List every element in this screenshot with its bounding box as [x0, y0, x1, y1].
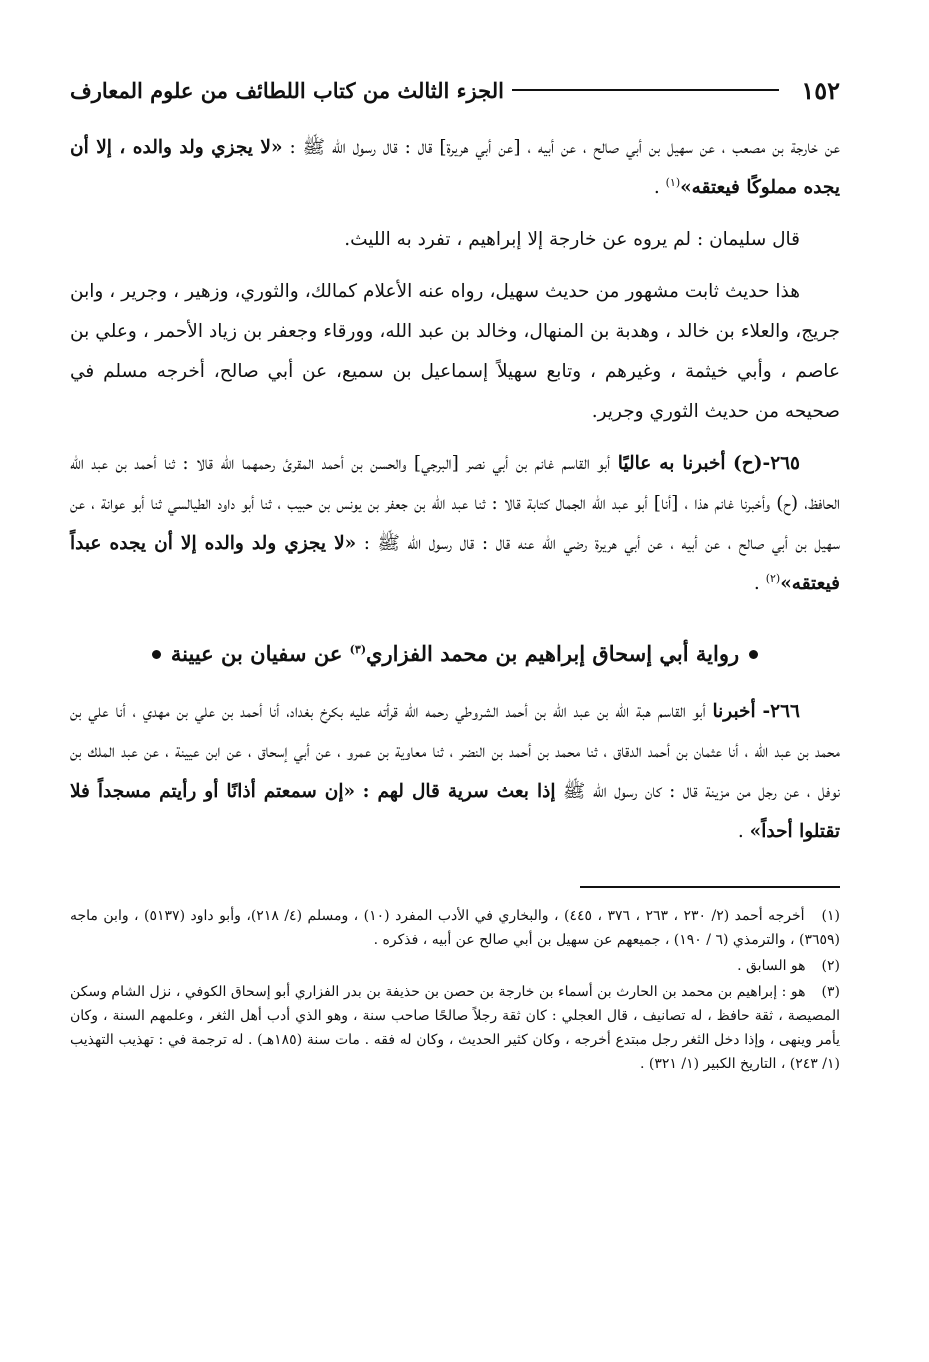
paragraph-4-end: . [753, 573, 760, 594]
footnote-1-number: (١) [821, 908, 841, 924]
paragraph-1-end: . [653, 177, 660, 198]
footnote-ref-2[interactable]: (٢) [765, 571, 781, 585]
footnote-ref-1[interactable]: (١) [665, 175, 681, 189]
footnote-2-number: (٢) [821, 958, 840, 974]
hadith-number-265: ٢٦٥-(ح) [733, 453, 800, 474]
section-heading [70, 634, 840, 674]
footnote-2 [70, 954, 840, 978]
paragraph-5-bold: إذا بعث سرية قال لهم : [362, 781, 556, 802]
paragraph-5-lead: أخبرنا [712, 701, 756, 722]
footnote-3 [70, 980, 840, 1076]
paragraph-1 [70, 128, 840, 208]
paragraph-4-lead: أخبرنا به عاليًا [617, 453, 726, 474]
footnote-1 [70, 904, 840, 952]
bullet-dot-icon [749, 650, 758, 659]
hadith-quote-1: «لا يجزي ولد والده ، إلا أن يجده مملوكًا فيعتقه» [70, 137, 840, 198]
footnote-ref-3[interactable]: (٣) [349, 643, 367, 656]
main-text [70, 128, 840, 852]
header-rule [512, 89, 779, 91]
footnote-2-text: هو السابق . [737, 958, 806, 974]
hadith-quote-3: «إن سمعتم أذانًا أو رأيتم مسجداً فلا تقتلوا أحداً» [70, 781, 840, 842]
paragraph-3: هذا حديث ثابت مشهور من حديث سهيل، رواه عنه الأعلام كمالك، والثوري، وزهير ، وجرير ، وابن جريج، والعلاء بن خالد ، وهدبة بن المنهال، وخالد بن عبد الله، وورقاء وجعفر بن زياد الأحمر ، وعلي بن عاصم ، وأبي خيثمة ، وغيرهم ، وتابع سهيلاً إسماعيل بن سميع، عن أبي صالح، أخرجه مسلم في صحيحه من حديث الثوري وجرير. [70, 281, 840, 422]
heading-part-2: عن سفيان بن عيينة [170, 641, 343, 666]
heading-part-1: رواية أبي إسحاق إبراهيم بن محمد الفزاري [366, 641, 740, 666]
hadith-number-266: ٢٦٦- [762, 701, 800, 722]
footnote-3-number: (٣) [821, 984, 841, 1000]
footnotes [70, 904, 840, 1076]
footnote-1-text: أخرجه أحمد (٢/ ٢٣٠ ، ٢٦٣ ، ٣٧٦ ، ٤٤٥) ، والبخاري في الأدب المفرد (١٠) ، ومسلم (٤/ ٢١٨)، وأبو داود (٥١٣٧) ، وابن ماجه (٣٦٥٩) ، والترمذي (٦ / ١٩٠) ، جميعهم عن سهيل بن أبي صالح عن أبيه ، فذكره . [70, 908, 840, 948]
footnote-rule [580, 886, 840, 888]
hadith-quote-2: «لا يجزي ولد والده إلا أن يجده عبداً فيعتقه» [70, 533, 840, 594]
book-page [70, 70, 840, 1078]
paragraph-4-text: أبو القاسم غانم بن أبي نصر [البرجي] والحسن بن أحمد المقرئ رحمهما الله قالا : ثنا أحمد بن عبد الله الحافظ، (ح) وأخبرنا غانم هذا ، [أنا] أبو عبد الله الجمال كتابة قالا : ثنا عبد الله بن جعفر بن يونس بن حبيب ، ثنا أبو داود الطيالسي ثنا أبو عوانة ، عن سهيل بن أبي صالح ، عن أبيه ، عن أبي هريرة رضي الله عنه قال : قال رسول الله ﷺ : [70, 453, 840, 554]
footnote-3-text: هو : إبراهيم بن محمد بن الحارث بن أسماء بن خارجة بن حصن بن حذيفة بن بدر الفزاري أبو إسحاق الكوفي ، نزل الشام وسكن المصيصة ، ثقة حافظ ، له تصانيف ، قال العجلي : كان ثقة رجلاً صالحًا صاحب سنة ، وهو الذي أدب أهل الثغر ، وعلمهم السنة ، وكان يأمر وينهى ، وإذا دخل الثغر رجل مبتدع أخرجه ، وكان كثير الحديث ، وكان له فقه . مات سنة (١٨٥هـ) . له ترجمة في : تهذيب التهذيب (١/ ٢٤٣) ، التاريخ الكبير (١/ ٣٢١) . [70, 984, 840, 1072]
page-number: ١٥٢ [801, 75, 840, 105]
paragraph-1-text: عن خارجة بن مصعب ، عن سهيل بن أبي صالح ، عن أبيه ، [عن أبي هريرة] قال : قال رسول الله ﷺ : [289, 137, 840, 158]
paragraph-4 [70, 444, 840, 604]
paragraph-5 [70, 692, 840, 852]
running-title: الجزء الثالث من كتاب اللطائف من علوم المعارف [70, 77, 504, 103]
page-header [70, 70, 840, 110]
paragraph-5-end: . [737, 821, 744, 842]
bullet-dot-icon [152, 650, 161, 659]
paragraph-2: قال سليمان : لم يروه عن خارجة إلا إبراهيم ، تفرد به الليث. [344, 229, 800, 250]
paragraph-5-text: أبو القاسم هبة الله بن عبد الله بن أحمد الشروطي رحمه الله قرأته عليه بكرخ بغداد، أنا أحمد بن علي بن مهدي ، أنا علي بن محمد بن عبد الله ، أنا عثمان بن أحمد الدقاق ، ثنا محمد بن أحمد بن النضر ، ثنا معاوية بن عمرو ، عن أبي إسحاق ، عن ابن عيينة ، عن عبد الملك بن نوفل ، عن رجل من مزينة قال : كان رسول الله ﷺ [70, 701, 841, 802]
